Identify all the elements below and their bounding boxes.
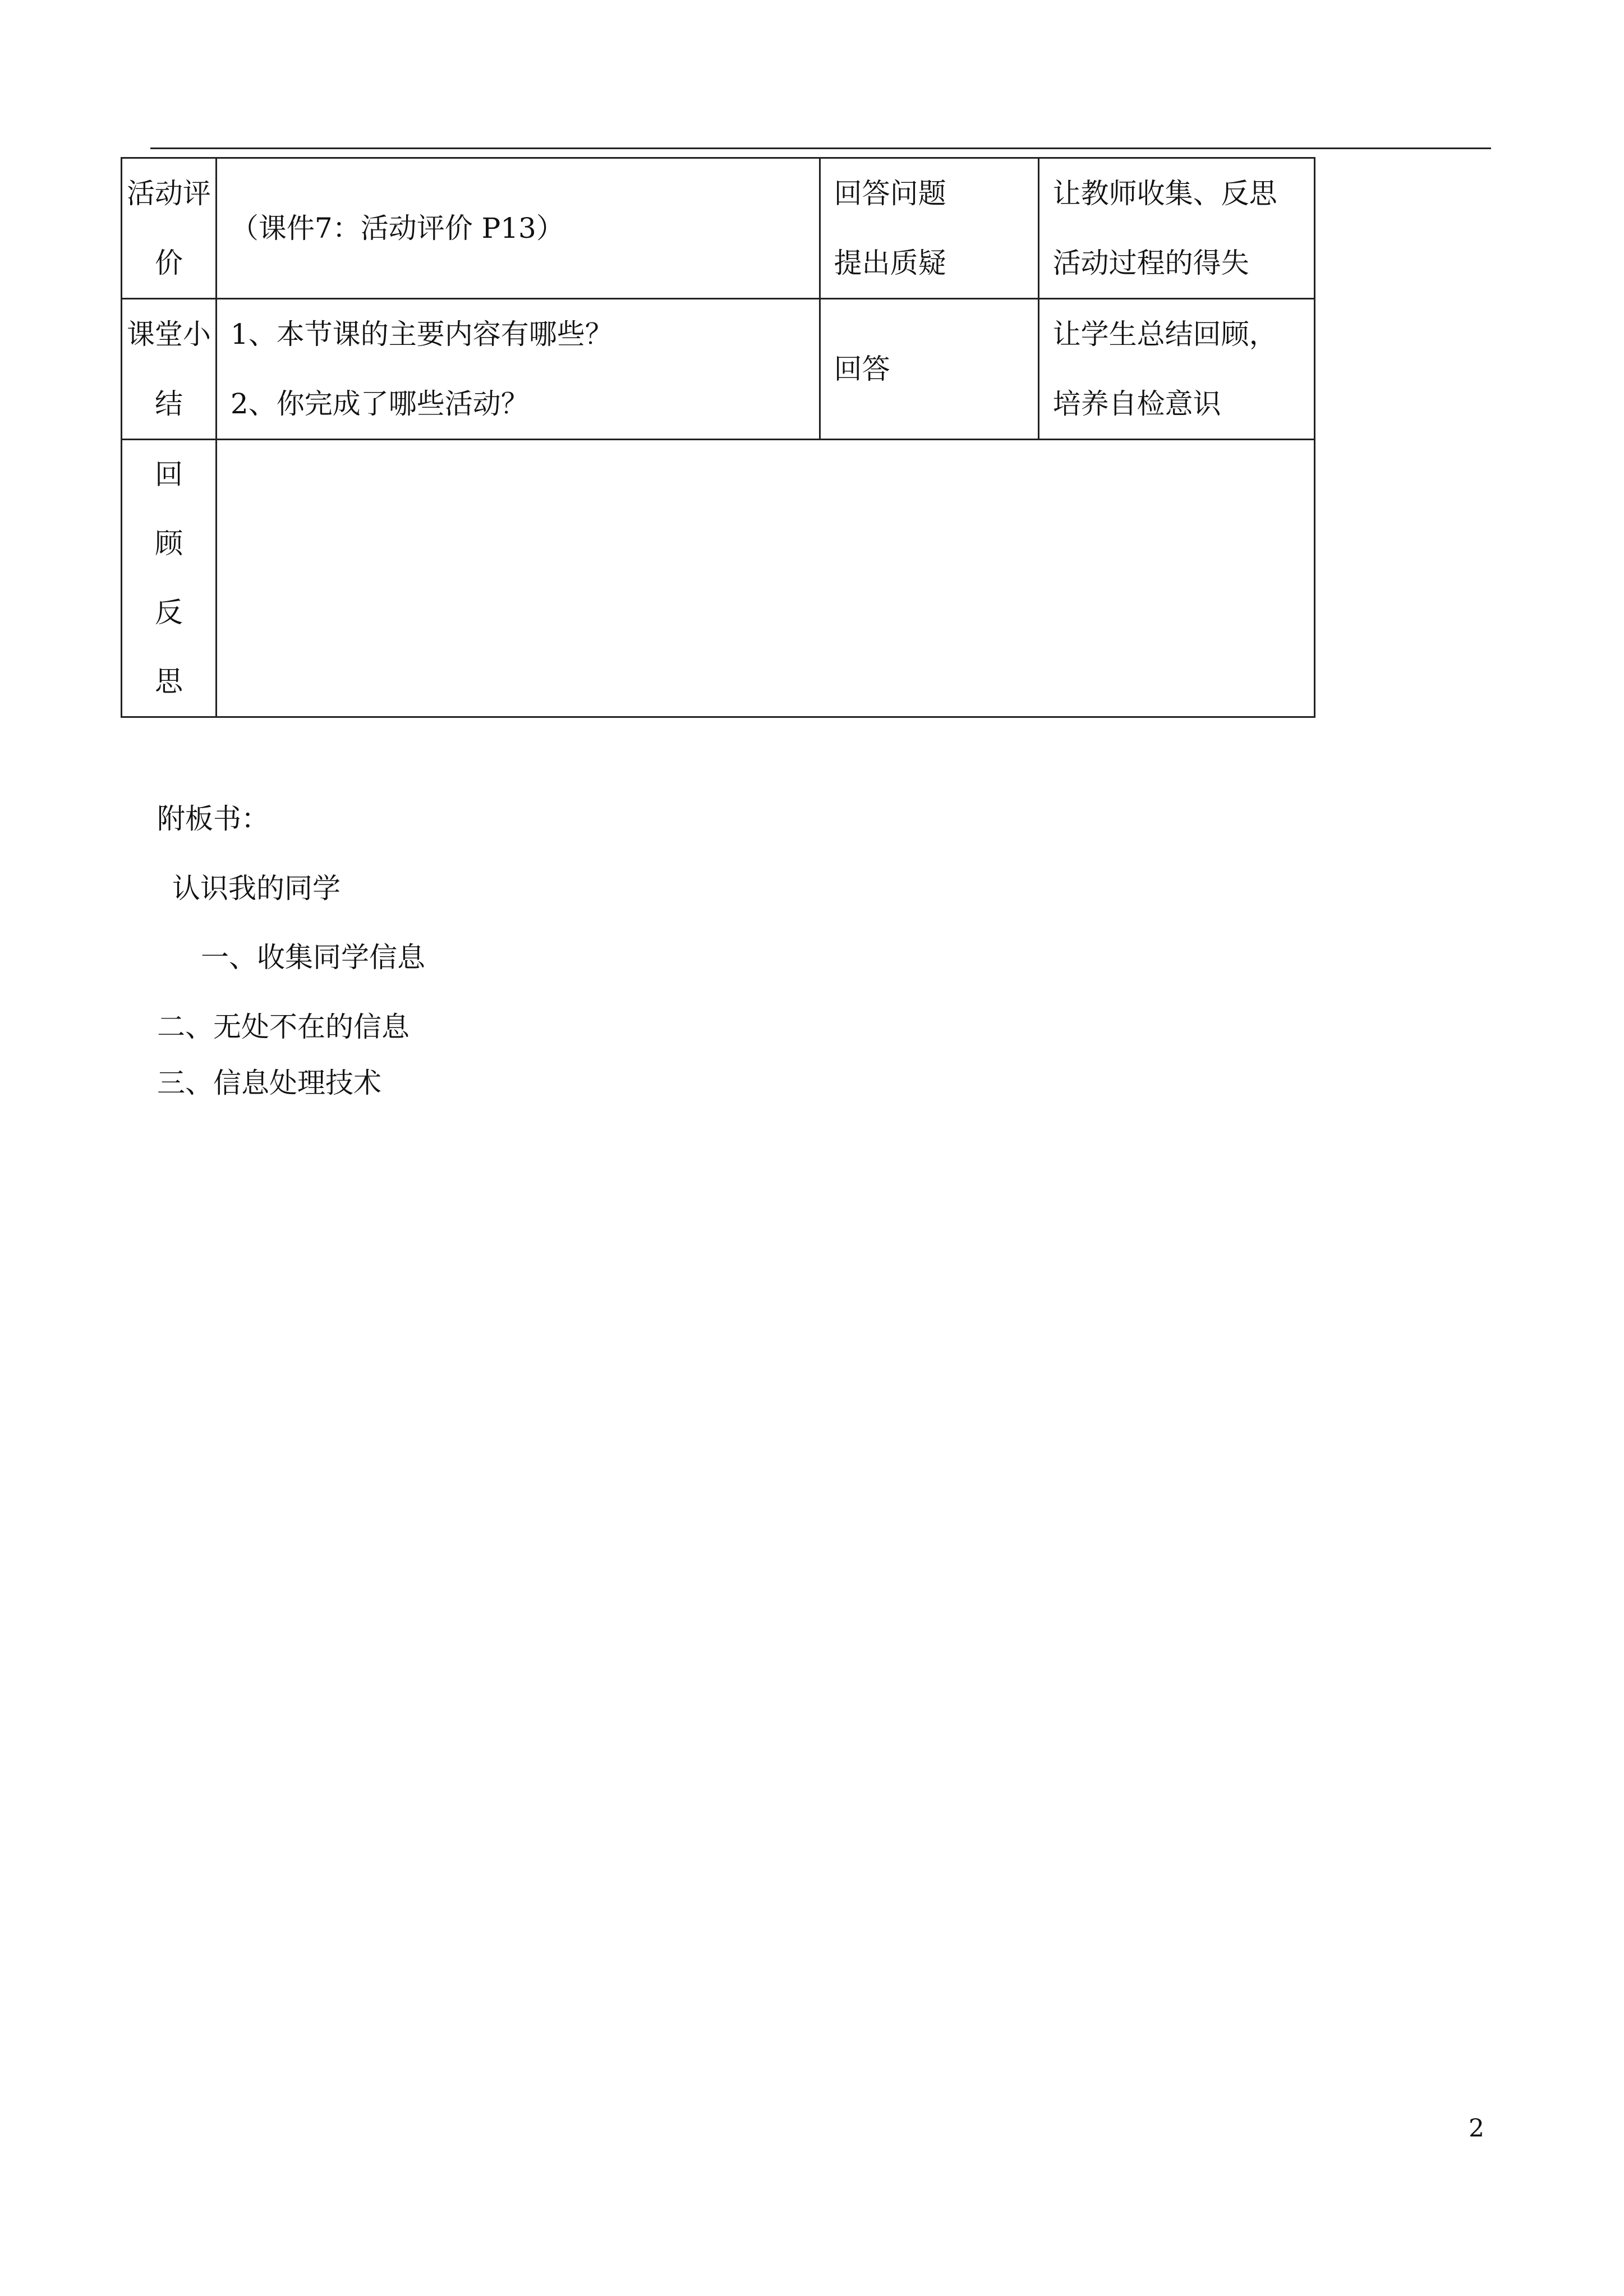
design-intent-cell: [1038, 299, 1314, 440]
design-intent-line: 让教师收集、反思: [1052, 177, 1277, 210]
content-line: 2、你完成了哪些活动？: [230, 388, 529, 420]
row-label-line: 活动评: [126, 177, 211, 210]
board-item: 二、无处不在的信息: [157, 1011, 410, 1043]
row-label-line: 思: [154, 665, 183, 698]
reflection-cell: [216, 440, 1314, 717]
row-label-line: 价: [154, 247, 183, 279]
content-line: （课件7：活动评价 P13）: [230, 212, 564, 245]
content-cell: [216, 158, 820, 299]
board-item: 一、收集同学信息: [201, 941, 425, 974]
student-activity-line: 回答问题: [834, 177, 946, 210]
board-item: 三、信息处理技术: [157, 1067, 381, 1099]
board-topic: 认识我的同学: [172, 872, 341, 905]
design-intent-line: 活动过程的得失: [1052, 247, 1249, 279]
row-label-line: 回: [154, 458, 183, 491]
student-activity-line: 回答: [834, 353, 890, 385]
row-label-line: 课堂小: [126, 318, 211, 351]
student-activity-cell: [820, 158, 1038, 299]
content-line: 1、本节课的主要内容有哪些？: [230, 318, 613, 351]
page-number: 2: [1469, 2114, 1484, 2143]
table-row: [122, 440, 1315, 717]
design-intent-line: 培养自检意识: [1052, 388, 1221, 420]
row-label-cell: [122, 158, 217, 299]
row-label-line: 顾: [154, 527, 183, 560]
board-title: 附板书：: [157, 803, 269, 835]
table-row: [122, 158, 1315, 299]
table-row: [122, 299, 1315, 440]
student-activity-line: 提出质疑: [834, 247, 946, 279]
header-rule: [150, 147, 1491, 149]
student-activity-cell: [820, 299, 1038, 440]
row-label-line: 反: [154, 596, 183, 629]
lesson-plan-table: [121, 157, 1315, 718]
content-cell: [216, 299, 820, 440]
row-label-line: 结: [154, 388, 183, 420]
row-label-cell: [122, 299, 217, 440]
row-label-cell: [122, 440, 217, 717]
design-intent-cell: [1038, 158, 1314, 299]
design-intent-line: 让学生总结回顾，: [1052, 318, 1277, 351]
